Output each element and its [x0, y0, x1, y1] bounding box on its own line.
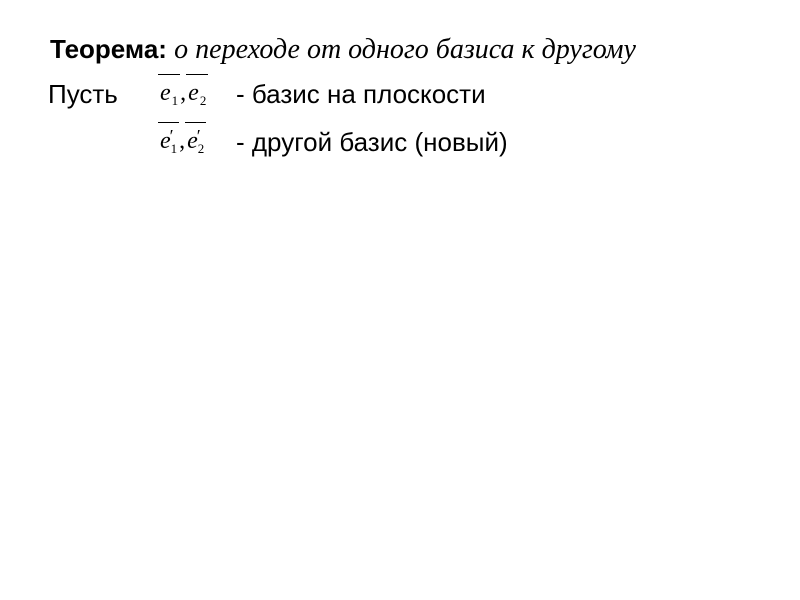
vector-letter: e	[160, 80, 171, 106]
let-word: Пусть	[48, 79, 118, 109]
theorem-label: Теорема:	[50, 34, 167, 64]
old-basis-description: - базис на плоскости	[236, 79, 486, 109]
new-basis-description: - другой базис (новый)	[236, 127, 508, 157]
vector-e1-prime	[160, 128, 177, 162]
vector-bar	[158, 122, 179, 123]
vector-prime: ′	[169, 126, 174, 146]
vector-subscript: 1	[171, 93, 179, 108]
vector-e2-prime	[187, 128, 204, 162]
vector-bar	[185, 122, 206, 123]
vector-separator: ,	[180, 80, 187, 106]
vector-bar	[158, 74, 180, 75]
vector-e2	[188, 80, 206, 114]
theorem-heading	[50, 34, 636, 65]
vector-subscript: 1	[170, 141, 178, 156]
vector-subscript: 2	[197, 141, 205, 156]
vector-bar	[186, 74, 208, 75]
old-basis-vectors	[160, 80, 206, 114]
vector-letter: e	[187, 128, 198, 154]
vector-subscript: 2	[199, 93, 207, 108]
vector-e1	[160, 80, 178, 114]
vector-separator: ,	[179, 128, 186, 154]
vector-letter: e	[160, 128, 171, 154]
vector-letter: e	[188, 80, 199, 106]
vector-prime: ′	[196, 126, 201, 146]
new-basis-vectors	[160, 128, 204, 162]
theorem-title: о переходе от одного базиса к другому	[174, 34, 636, 65]
